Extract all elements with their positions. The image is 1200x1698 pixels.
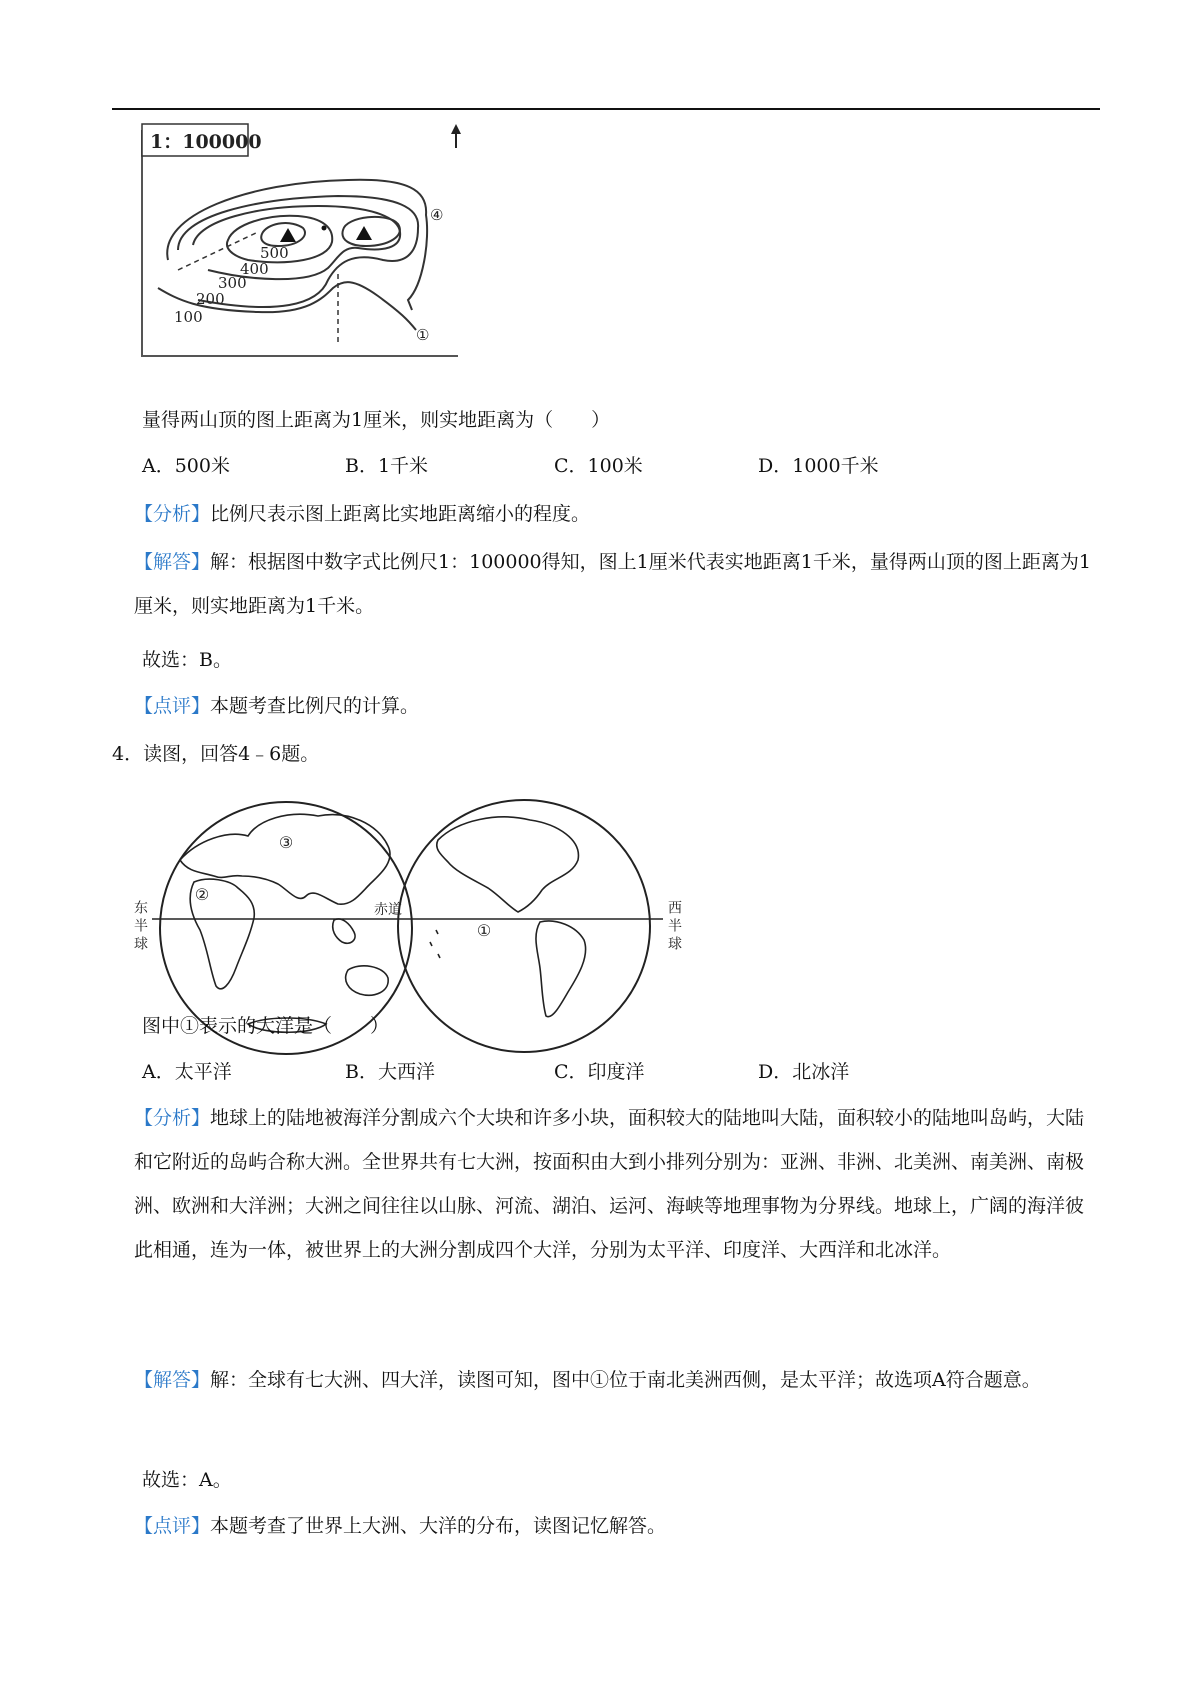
q4-comment-tag: 【点评】 — [134, 1515, 211, 1537]
q4-stem: 图中①表示的大洋是（ ） — [142, 1015, 390, 1037]
q3-answer-text: 解：根据图中数字式比例尺1：100000得知，图上1厘米代表实地距离1千米，量得两山顶的图上距离为1厘米，则实地距离为1千米。 — [134, 551, 1091, 617]
q4-intro: 4．读图，回答4﹣6题。 — [112, 743, 320, 765]
q3-comment — [134, 692, 419, 720]
q4-analysis-text: 地球上的陆地被海洋分割成六个大块和许多小块，面积较大的陆地叫大陆，面积较小的陆地叫岛屿，大陆和它附近的岛屿合称大洲。全世界共有七大洲，按面积由大到小排列分别为：亚洲、非洲、北美洲、南美洲、南极洲、欧洲和大洋洲；大洲之间往往以山脉、河流、湖泊、运河、海峡等地理事物为分界线。地球上，广阔的海洋彼此相通，连为一体，被世界上的大洲分割成四个大洋，分别为太平洋、印度洋、大西洋和北冰洋。 — [134, 1107, 1085, 1261]
q4-analysis-tag: 【分析】 — [134, 1107, 211, 1129]
q4-option-c: C．印度洋 — [554, 1061, 645, 1083]
q3-answer-tag: 【解答】 — [134, 551, 211, 573]
q4-analysis — [134, 1096, 1100, 1272]
q4-answer-text: 解：全球有七大洲、四大洋，读图可知，图中①位于南北美洲西侧，是太平洋；故选项A符合题意。 — [210, 1369, 1041, 1391]
q4-option-b: B．大西洋 — [345, 1061, 435, 1083]
eastern-hemisphere-label: 东半球 — [132, 900, 148, 954]
q3-analysis — [134, 500, 590, 528]
q3-option-c: C．100米 — [554, 455, 643, 477]
q4-comment — [134, 1512, 666, 1540]
q3-option-d: D．1000千米 — [758, 455, 879, 477]
marker-3: ③ — [278, 833, 294, 852]
western-hemisphere-label: 西半球 — [666, 900, 682, 954]
q3-comment-tag: 【点评】 — [134, 695, 211, 717]
q3-choice: 故选：B。 — [142, 649, 232, 671]
point-label-1: ① — [416, 326, 430, 344]
marker-2: ② — [194, 885, 210, 904]
contour-label-400: 400 — [240, 260, 269, 278]
q3-analysis-text: 比例尺表示图上距离比实地距离缩小的程度。 — [210, 503, 591, 525]
marker-1: ① — [476, 921, 492, 940]
q3-option-a: A．500米 — [142, 455, 230, 477]
contour-label-300: 300 — [218, 274, 247, 292]
q4-answer — [134, 1358, 1100, 1402]
equator-label: 赤道 — [374, 902, 402, 918]
q3-analysis-tag: 【分析】 — [134, 503, 211, 525]
q3-stem: 量得两山顶的图上距离为1厘米，则实地距离为（ ） — [142, 409, 611, 431]
q3-answer — [134, 540, 1100, 628]
q4-comment-text: 本题考查了世界上大洲、大洋的分布，读图记忆解答。 — [210, 1515, 667, 1537]
header-rule — [112, 108, 1100, 110]
contour-map-figure — [138, 120, 510, 384]
q4-answer-tag: 【解答】 — [134, 1369, 211, 1391]
contour-label-500: 500 — [260, 244, 289, 262]
q3-comment-text: 本题考查比例尺的计算。 — [210, 695, 420, 717]
point-label-4: ④ — [430, 206, 444, 224]
contour-label-100: 100 — [174, 308, 203, 326]
contour-label-200: 200 — [196, 290, 225, 308]
q3-option-b: B．1千米 — [345, 455, 429, 477]
q4-option-a: A．太平洋 — [142, 1061, 232, 1083]
scale-label: 1：100000 — [150, 131, 262, 153]
q4-choice: 故选：A。 — [142, 1469, 232, 1491]
q4-option-d: D．北冰洋 — [758, 1061, 850, 1083]
